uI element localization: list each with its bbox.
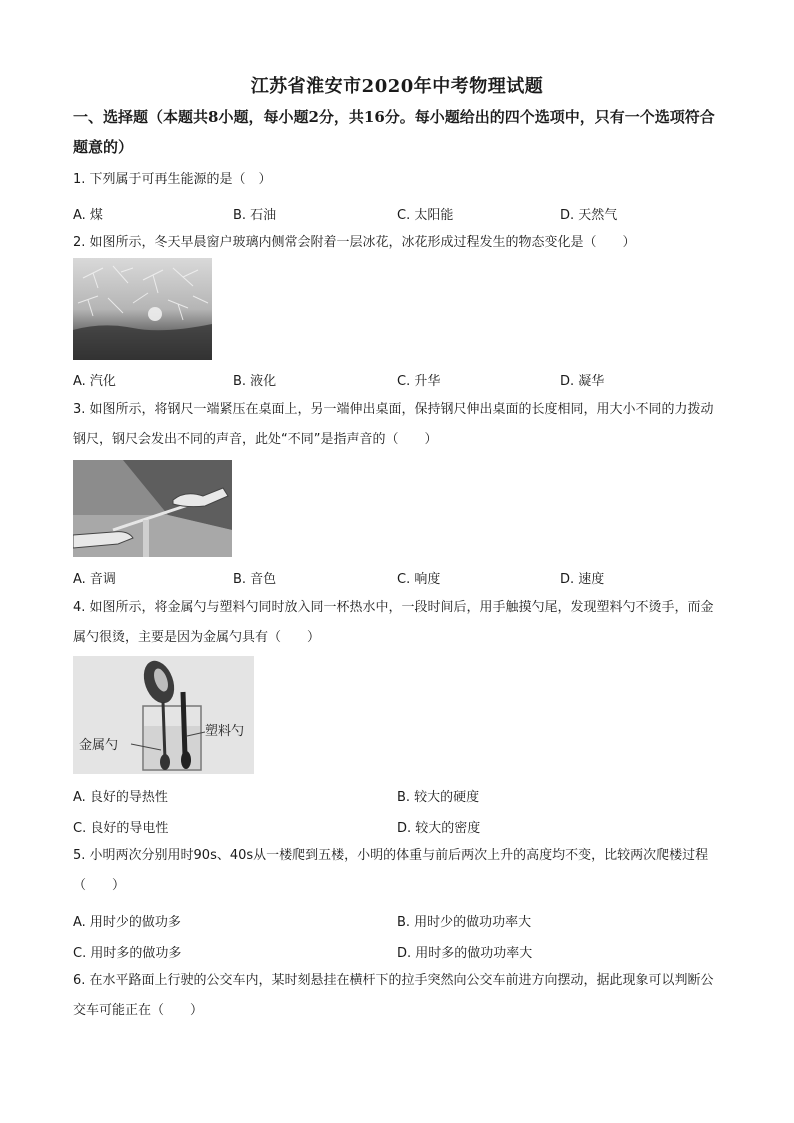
- plastic-spoon-label: 塑料勺: [205, 724, 245, 739]
- q1-option-a: A. 煤: [73, 208, 103, 223]
- q3-option-c: C. 响度: [397, 572, 441, 587]
- q3-option-b: B. 音色: [233, 572, 277, 587]
- q2-option-c: C. 升华: [397, 374, 441, 389]
- q5-option-c: C. 用时多的做功多: [73, 946, 182, 961]
- question-4: 4. 如图所示，将金属勺与塑料勺同时放入同一杯热水中，一段时间后，用手触摸勺尾，发现塑料勺不烫手，而金属勺很烫，主要是因为金属勺具有（ ）: [73, 600, 714, 645]
- q4-option-d: D. 较大的密度: [397, 821, 481, 836]
- spoons-in-cup-figure: [73, 656, 254, 774]
- question-2: 2. 如图所示，冬天早晨窗户玻璃内侧常会附着一层冰花，冰花形成过程发生的物态变化是（ ）: [73, 235, 636, 250]
- q1-option-c: C. 太阳能: [397, 208, 454, 223]
- q3-option-d: D. 速度: [560, 572, 605, 587]
- q2-option-d: D. 凝华: [560, 374, 605, 389]
- q4-option-a: A. 良好的导热性: [73, 790, 168, 805]
- question-5: 5. 小明两次分别用时90s、40s从一楼爬到五楼，小明的体重与前后两次上升的高度均不变，比较两次爬楼过程（ ）: [73, 848, 709, 893]
- q5-option-b: B. 用时少的做功功率大: [397, 915, 532, 930]
- steel-ruler-figure: [73, 460, 232, 557]
- question-3: 3. 如图所示，将钢尺一端紧压在桌面上，另一端伸出桌面，保持钢尺伸出桌面的长度相同，用大小不同的力拨动钢尺，钢尺会发出不同的声音，此处“不同”是指声音的（ ）: [73, 402, 714, 447]
- question-1: 1. 下列属于可再生能源的是（ ）: [73, 172, 272, 187]
- frost-window-figure: [73, 258, 212, 360]
- q5-option-a: A. 用时少的做功多: [73, 915, 181, 930]
- section-heading: 一、选择题（本题共8小题，每小题2分，共16分。每小题给出的四个选项中，只有一个选项符合题意的）: [73, 108, 715, 156]
- q2-option-b: B. 液化: [233, 374, 277, 389]
- page-title: 江苏省淮安市2020年中考物理试题: [250, 76, 544, 97]
- q1-option-d: D. 天然气: [560, 208, 618, 223]
- q4-option-b: B. 较大的硬度: [397, 790, 480, 805]
- metal-spoon-label: 金属勺: [79, 738, 119, 753]
- question-6: 6. 在水平路面上行驶的公交车内，某时刻悬挂在横杆下的拉手突然向公交车前进方向摆动，据此现象可以判断公交车可能正在（ ）: [73, 973, 714, 1018]
- q2-option-a: A. 汽化: [73, 374, 116, 389]
- q4-option-c: C. 良好的导电性: [73, 821, 169, 836]
- q3-option-a: A. 音调: [73, 572, 116, 587]
- q1-option-b: B. 石油: [233, 208, 277, 223]
- q5-option-d: D. 用时多的做功功率大: [397, 946, 533, 961]
